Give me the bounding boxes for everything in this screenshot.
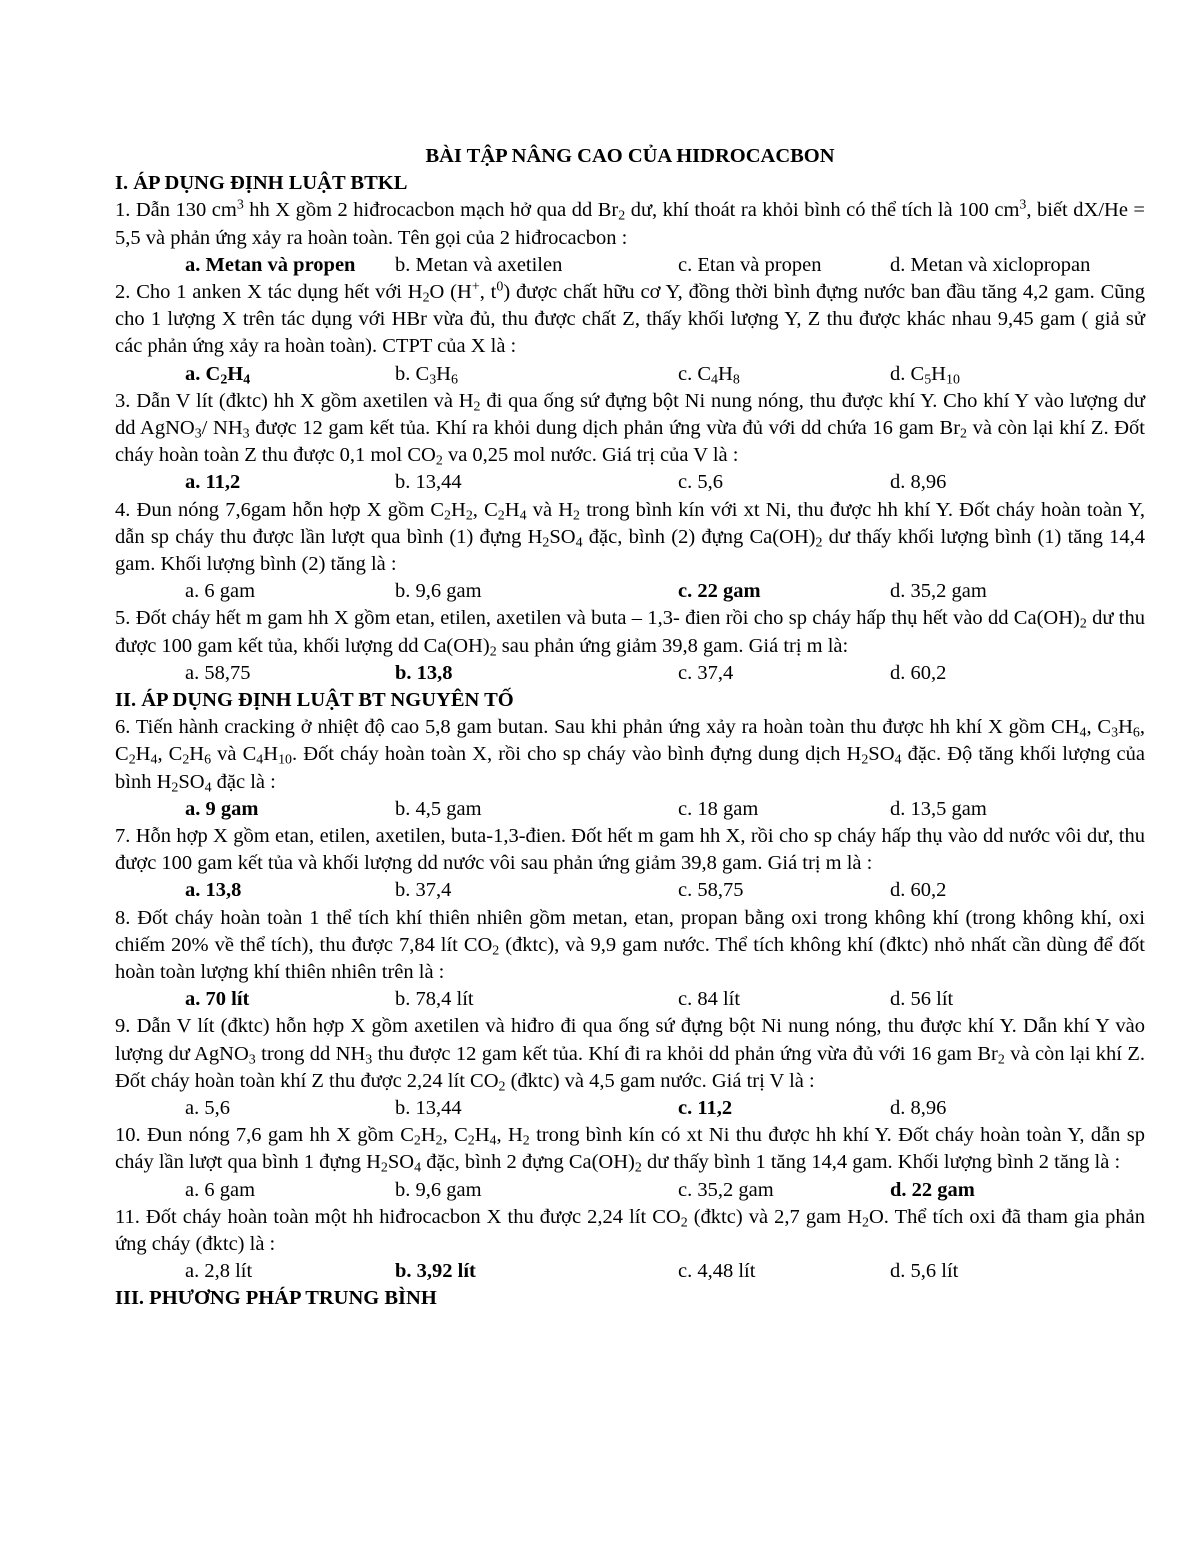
answer-option-b: b. 37,4 [395,879,452,902]
answer-options [115,986,1145,1013]
answer-option-c: c. 4,48 lít [678,1260,756,1283]
answer-option-d: d. 13,5 gam [890,797,987,820]
document-body [115,170,1145,1312]
answer-option-d: d. 60,2 [890,879,947,902]
document-title: BÀI TẬP NÂNG CAO CỦA HIDROCACBON [425,145,835,167]
answer-option-b: b. 9,6 gam [395,1178,482,1201]
question-text: 3. Dẫn V lít (đktc) hh X gồm axetilen và $H_2$ đi qua ống sứ đựng bột Ni nung nóng, thu được khí Y. Cho khí Y vào lượng dư dd AgNO$_3$/ $NH_3$ được 12 gam kết tủa. Khí ra khỏi dung dịch phản ứng vừa đủ với dd chứa 16 gam $Br_2$ và còn lại khí Z. Đốt cháy hoàn toàn Z thu được 0,1 mol $CO_2$ va 0,25 mol nước. Giá trị của V là : [115,389,1145,469]
question-text: 1. Dẫn 130 $cm^3$ hh X gồm 2 hiđrocacbon mạch hở qua dd $Br_2$ dư, khí thoát ra khỏi bình có thể tích là 100 $cm^3$, biết dX/He = 5,5 và phản ứng xảy ra hoàn toàn. Tên gọi của 2 hiđrocacbon : [115,197,1145,249]
section-heading: I. ÁP DỤNG ĐỊNH LUẬT BTKL [115,172,408,195]
answer-option-a: a. 58,75 [185,661,251,684]
question-text: 7. Hỗn hợp X gồm etan, etilen, axetilen, buta-1,3-đien. Đốt hết m gam hh X, rồi cho sp cháy hấp thụ vào dd nước vôi dư, thu được 100 gam kết tủa và khối lượng dd nước vôi sau phản ứng giảm 39,8 gam. Giá trị m là : [115,824,1145,875]
question-text: 9. Dẫn V lít (đktc) hỗn hợp X gồm axetilen và hiđro đi qua ống sứ đựng bột Ni nung nóng, thu được khí Y. Dẫn khí Y vào lượng dư AgNO$_3$ trong dd $NH_3$ thu được 12 gam kết tủa. Khí đi ra khỏi dd phản ứng vừa đủ với 16 gam $Br_2$ và còn lại khí Z. Đốt cháy hoàn toàn khí Z thu được 2,24 lít $CO_2$ (đktc) và 4,5 gam nước. Giá trị V là : [115,1015,1146,1095]
answer-option-b: b. 13,44 [395,471,462,494]
answer-option-b: b. 9,6 gam [395,580,482,603]
answer-option-a: a. 2,8 lít [185,1260,253,1283]
answer-option-b: b. 4,5 gam [395,797,482,820]
answer-option-b: b. 78,4 lít [395,988,474,1011]
answer-options [115,796,1145,823]
answer-option-c: c. 37,4 [678,661,734,684]
answer-option-d: d. 8,96 [890,471,947,494]
question-text: 6. Tiến hành cracking ở nhiệt độ cao 5,8 gam butan. Sau khi phản ứng xảy ra hoàn toàn thu được hh khí X gồm $CH_4$, $C_3H_6$, $C_2H_4$, $C_2H_6$ và $C_4H_{10}$. Đốt cháy hoàn toàn X, rồi cho sp cháy vào bình đựng dung dịch $H_2SO_4$ đặc. Độ tăng khối lượng của bình $H_2SO_4$ đặc là : [115,716,1145,796]
answer-option-c: c. 58,75 [678,879,744,902]
answer-option-c: c. 84 lít [678,988,741,1011]
question-text: 5. Đốt cháy hết m gam hh X gồm etan, etilen, axetilen và buta – 1,3- đien rồi cho sp cháy hấp thụ hết vào dd $Ca(OH)_2$ dư thu được 100 gam kết tủa, khối lượng dd $Ca(OH)_2$ sau phản ứng giảm 39,8 gam. Giá trị m là: [115,607,1146,660]
answer-option-a: a. 70 lít [185,988,250,1011]
answer-option-a: a. 9 gam [185,797,259,820]
answer-options [115,1258,1145,1285]
answer-option-a: a. 11,2 [185,471,241,494]
answer-option-d: d. $C_5H_{10}$ [890,362,960,388]
question-text: 2. Cho 1 anken X tác dụng hết với $H_2O$ (H+, $t^0$) được chất hữu cơ Y, đồng thời bình đựng nước ban đầu tăng 4,2 gam. Cũng cho 1 lượng X trên tác dụng với HBr vừa đủ, thu được chất Z, thấy khối lượng Y, Z thu được khác nhau 9,45 gam ( giả sử các phản ứng xảy ra hoàn toàn). CTPT của X là : [115,279,1145,358]
answer-options [115,578,1145,605]
answer-option-d: d. 8,96 [890,1096,947,1119]
answer-option-d: d. 5,6 lít [890,1260,959,1283]
answer-option-a: a. $C_2H_4$ [185,362,251,388]
answer-option-c: c. $C_4H_8$ [678,362,740,388]
answer-option-c: c. Etan và propen [678,253,822,276]
question-text: 11. Đốt cháy hoàn toàn một hh hiđrocacbon X thu được 2,24 lít $CO_2$ (đktc) và 2,7 gam $H_2O$. Thể tích oxi đã tham gia phản ứng cháy (đktc) là : [115,1205,1145,1255]
answer-option-a: a. Metan và propen [185,253,356,276]
answer-option-d: d. 35,2 gam [890,580,987,603]
answer-option-a: a. 6 gam [185,580,256,603]
answer-option-c: c. 18 gam [678,797,759,820]
answer-option-b: b. 13,8 [395,661,453,684]
answer-option-c: c. 5,6 [678,471,723,494]
answer-option-c: c. 11,2 [678,1096,733,1119]
answer-options [115,1095,1145,1122]
answer-option-d: d. 22 gam [890,1178,975,1201]
section-heading: II. ÁP DỤNG ĐỊNH LUẬT BT NGUYÊN TỐ [115,688,514,711]
answer-option-a: a. 5,6 [185,1096,230,1119]
answer-options [115,361,1145,388]
answer-option-d: d. Metan và xiclopropan [890,253,1091,276]
answer-options [115,252,1145,279]
answer-options [115,469,1145,496]
answer-option-c: c. 35,2 gam [678,1178,774,1201]
question-text: 8. Đốt cháy hoàn toàn 1 thể tích khí thiên nhiên gồm metan, etan, propan bằng oxi trong không khí (trong không khí, oxi chiếm 20% về thể tích), thu được 7,84 lít $CO_2$ (đktc), và 9,9 gam nước. Thể tích không khí (đktc) nhỏ nhất cần dùng để đốt hoàn toàn lượng khí thiên nhiên trên là : [115,906,1146,983]
question-text: 10. Đun nóng 7,6 gam hh X gồm $C_2H_2$, $C_2H_4$, $H_2$ trong bình kín có xt Ni thu được hh khí Y. Đốt cháy hoàn toàn Y, dẫn sp cháy lần lượt qua bình 1 đựng $H_2SO_4$ đặc, bình 2 đựng $Ca(OH)_2$ dư thấy bình 1 tăng 14,4 gam. Khối lượng bình 2 tăng là : [115,1124,1145,1176]
answer-option-c: c. 22 gam [678,580,761,603]
answer-option-b: b. 3,92 lít [395,1260,476,1283]
answer-option-b: b. 13,44 [395,1096,462,1119]
answer-option-b: b. $C_3H_6$ [395,362,458,388]
answer-options [115,1177,1145,1204]
document-page [115,143,1145,1313]
answer-option-d: d. 60,2 [890,661,947,684]
answer-option-b: b. Metan và axetilen [395,253,563,276]
answer-option-a: a. 6 gam [185,1178,256,1201]
answer-options [115,877,1145,904]
section-heading: III. PHƯƠNG PHÁP TRUNG BÌNH [115,1287,437,1310]
answer-option-a: a. 13,8 [185,879,242,902]
question-text: 4. Đun nóng 7,6gam hỗn hợp X gồm $C_2H_2$, $C_2H_4$ và $H_2$ trong bình kín với xt Ni, thu được hh khí Y. Đốt cháy hoàn toàn Y, dẫn sp cháy thu được lần lượt qua bình (1) đựng $H_2SO_4$ đặc, bình (2) đựng $Ca(OH)_2$ dư thấy khối lượng bình (1) tăng 14,4 gam. Khối lượng bình (2) tăng là : [115,498,1145,575]
answer-option-d: d. 56 lít [890,988,954,1011]
answer-options [115,660,1145,687]
